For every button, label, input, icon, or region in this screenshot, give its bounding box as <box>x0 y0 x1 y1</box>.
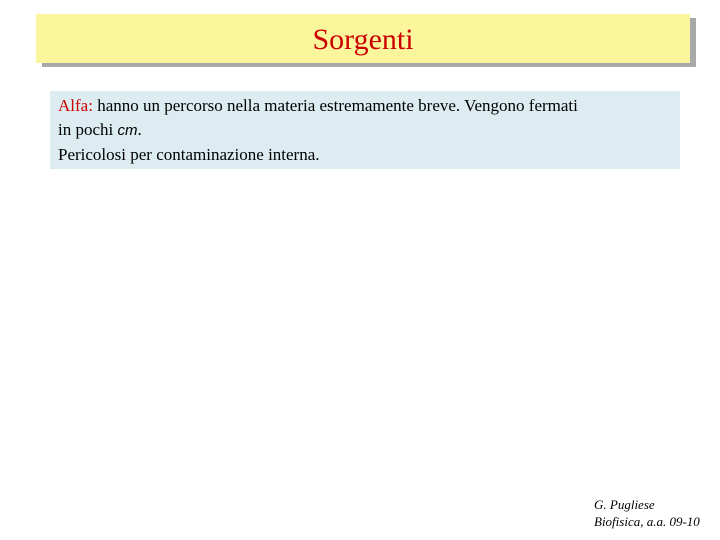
footer <box>594 496 714 530</box>
slide-title: Sorgenti <box>312 22 414 56</box>
alpha-term: Alfa: <box>58 96 93 115</box>
alpha-description: hanno un percorso nella materia estremamente breve. Vengono fermati <box>92 96 578 115</box>
unit-cm: cm <box>117 122 138 139</box>
line2-suffix: . <box>137 120 142 139</box>
title-banner <box>36 14 690 63</box>
content-box <box>50 91 680 169</box>
footer-author: G. Pugliese <box>594 497 655 512</box>
content-line-1 <box>58 94 680 118</box>
footer-course: Biofisica, a.a. 09-10 <box>594 514 700 529</box>
content-line-2 <box>58 118 680 143</box>
content-line-3: Pericolosi per contaminazione interna. <box>58 145 320 164</box>
line2-prefix: in pochi <box>58 120 118 139</box>
